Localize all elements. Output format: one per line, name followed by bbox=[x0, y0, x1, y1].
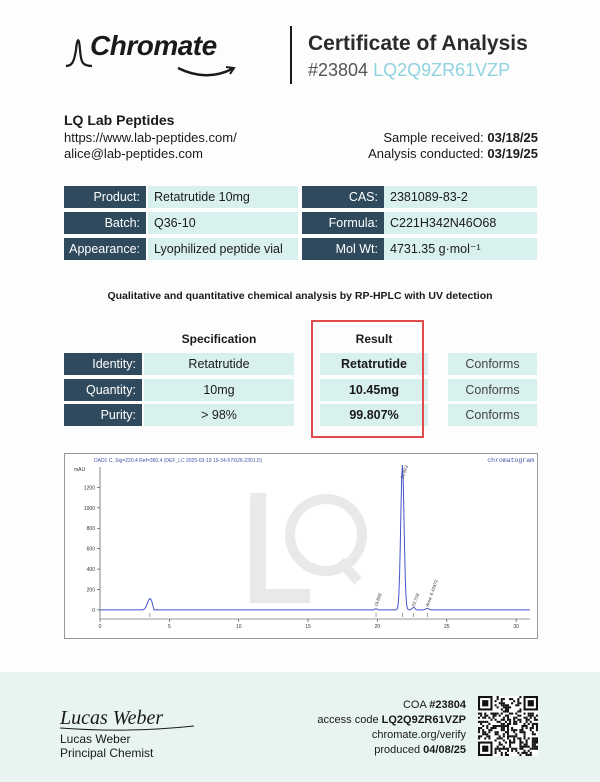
x-tick-label: 0 bbox=[98, 624, 102, 630]
smile-swoosh-icon bbox=[176, 66, 236, 80]
appearance-value: Lyophilized peptide vial bbox=[148, 238, 298, 260]
peak-label: 21.823 bbox=[399, 464, 410, 480]
result-value: 99.807% bbox=[320, 404, 428, 426]
batch-label: Batch: bbox=[64, 212, 146, 234]
analysis-description: Qualitative and quantitative chemical analysis by RP-HPLC with UV detection bbox=[107, 290, 493, 302]
molwt-label: Mol Wt: bbox=[302, 238, 384, 260]
result-highlight-box bbox=[311, 320, 424, 438]
chart-legend: chromatogram bbox=[487, 457, 534, 464]
coa-code: LQ2Q9ZR61VZP bbox=[373, 60, 511, 80]
peak-label: Area: 6.42672 bbox=[424, 579, 439, 608]
y-tick-label: 800 bbox=[86, 526, 95, 533]
molwt-value: 4731.35 g·mol⁻¹ bbox=[384, 238, 537, 260]
product-value: Retatrutide 10mg bbox=[148, 186, 298, 208]
received-date: 03/18/25 bbox=[487, 130, 538, 145]
y-tick-label: 400 bbox=[86, 567, 95, 574]
peak-label: 19.808 bbox=[373, 592, 383, 608]
y-tick-label: 200 bbox=[86, 587, 95, 594]
spec-value: > 98% bbox=[144, 404, 294, 426]
coa-number: #23804 bbox=[308, 60, 369, 80]
coa-number-footer: #23804 bbox=[429, 699, 466, 711]
signature-text: Lucas Weber bbox=[60, 707, 164, 729]
y-tick-label: 1000 bbox=[83, 505, 95, 512]
chart-frame bbox=[65, 454, 538, 639]
chromate-logo bbox=[64, 28, 244, 84]
specification-header: Specification bbox=[181, 332, 257, 346]
y-tick-label: 1200 bbox=[83, 485, 95, 492]
produced-date: 04/08/25 bbox=[423, 744, 466, 756]
lab-email[interactable]: alice@lab-peptides.com bbox=[64, 146, 203, 161]
result-row-identity bbox=[64, 353, 537, 375]
status-value: Conforms bbox=[448, 353, 537, 375]
product-label: Product: bbox=[64, 186, 146, 208]
batch-value: Q36-10 bbox=[148, 212, 298, 234]
row-label: Quantity: bbox=[64, 379, 142, 401]
info-row bbox=[64, 238, 537, 260]
x-tick-label: 20 bbox=[374, 624, 381, 630]
chromatogram-chart bbox=[64, 453, 538, 639]
cas-label: CAS: bbox=[302, 186, 384, 208]
page-title: Certificate of Analysis bbox=[308, 32, 528, 55]
result-header: Result bbox=[355, 332, 393, 346]
coa-label: COA bbox=[402, 699, 427, 711]
x-tick-label: 30 bbox=[513, 624, 519, 630]
x-tick-label: 25 bbox=[443, 624, 450, 630]
x-tick-label: 15 bbox=[305, 624, 311, 630]
result-row-purity bbox=[64, 404, 537, 426]
y-tick-label: 0 bbox=[92, 607, 95, 614]
verify-link[interactable]: chromate.org/verify bbox=[371, 729, 466, 741]
brand-name: Chromate bbox=[90, 30, 217, 61]
qr-code-icon[interactable] bbox=[478, 696, 538, 756]
analysis-dates bbox=[368, 130, 538, 162]
x-tick-label: 5 bbox=[167, 624, 171, 630]
signature-image bbox=[58, 700, 198, 734]
row-label: Purity: bbox=[64, 404, 142, 426]
status-value: Conforms bbox=[448, 379, 537, 401]
conducted-label: Analysis conducted: bbox=[368, 146, 484, 161]
chart-title: DAD1 C, Sig=220,4 Ref=360,4 (DEF_LC 2025-03-19 19-34-57\026-2301.D) bbox=[94, 458, 263, 464]
peak-label: 22.718 bbox=[410, 592, 421, 608]
chemist-name: Lucas Weber bbox=[60, 732, 131, 746]
y-axis-label: mAU bbox=[74, 467, 86, 473]
product-info-table bbox=[64, 186, 537, 264]
received-label: Sample received: bbox=[383, 130, 484, 145]
spec-value: Retatrutide bbox=[144, 353, 294, 375]
y-tick-label: 600 bbox=[86, 546, 95, 553]
formula-value: C221H342N46O68 bbox=[384, 212, 537, 234]
status-value: Conforms bbox=[448, 404, 537, 426]
spec-value: 10mg bbox=[144, 379, 294, 401]
lab-name: LQ Lab Peptides bbox=[64, 112, 175, 128]
result-value: 10.45mg bbox=[320, 379, 428, 401]
formula-label: Formula: bbox=[302, 212, 384, 234]
verification-info bbox=[317, 698, 466, 758]
produced-label: produced bbox=[374, 744, 421, 756]
coa-identifier bbox=[308, 60, 510, 81]
lab-url[interactable]: https://www.lab-peptides.com/ bbox=[64, 130, 237, 145]
header-divider bbox=[290, 26, 292, 84]
info-row bbox=[64, 186, 537, 208]
appearance-label: Appearance: bbox=[64, 238, 146, 260]
access-code: LQ2Q9ZR61VZP bbox=[381, 714, 466, 726]
access-label: access code bbox=[317, 714, 379, 726]
row-label: Identity: bbox=[64, 353, 142, 375]
result-row-quantity bbox=[64, 379, 537, 401]
result-value: Retatrutide bbox=[320, 353, 428, 375]
x-tick-label: 10 bbox=[235, 624, 242, 630]
info-row bbox=[64, 212, 537, 234]
conducted-date: 03/19/25 bbox=[487, 146, 538, 161]
cas-value: 2381089-83-2 bbox=[384, 186, 537, 208]
chemist-title: Principal Chemist bbox=[60, 746, 154, 760]
